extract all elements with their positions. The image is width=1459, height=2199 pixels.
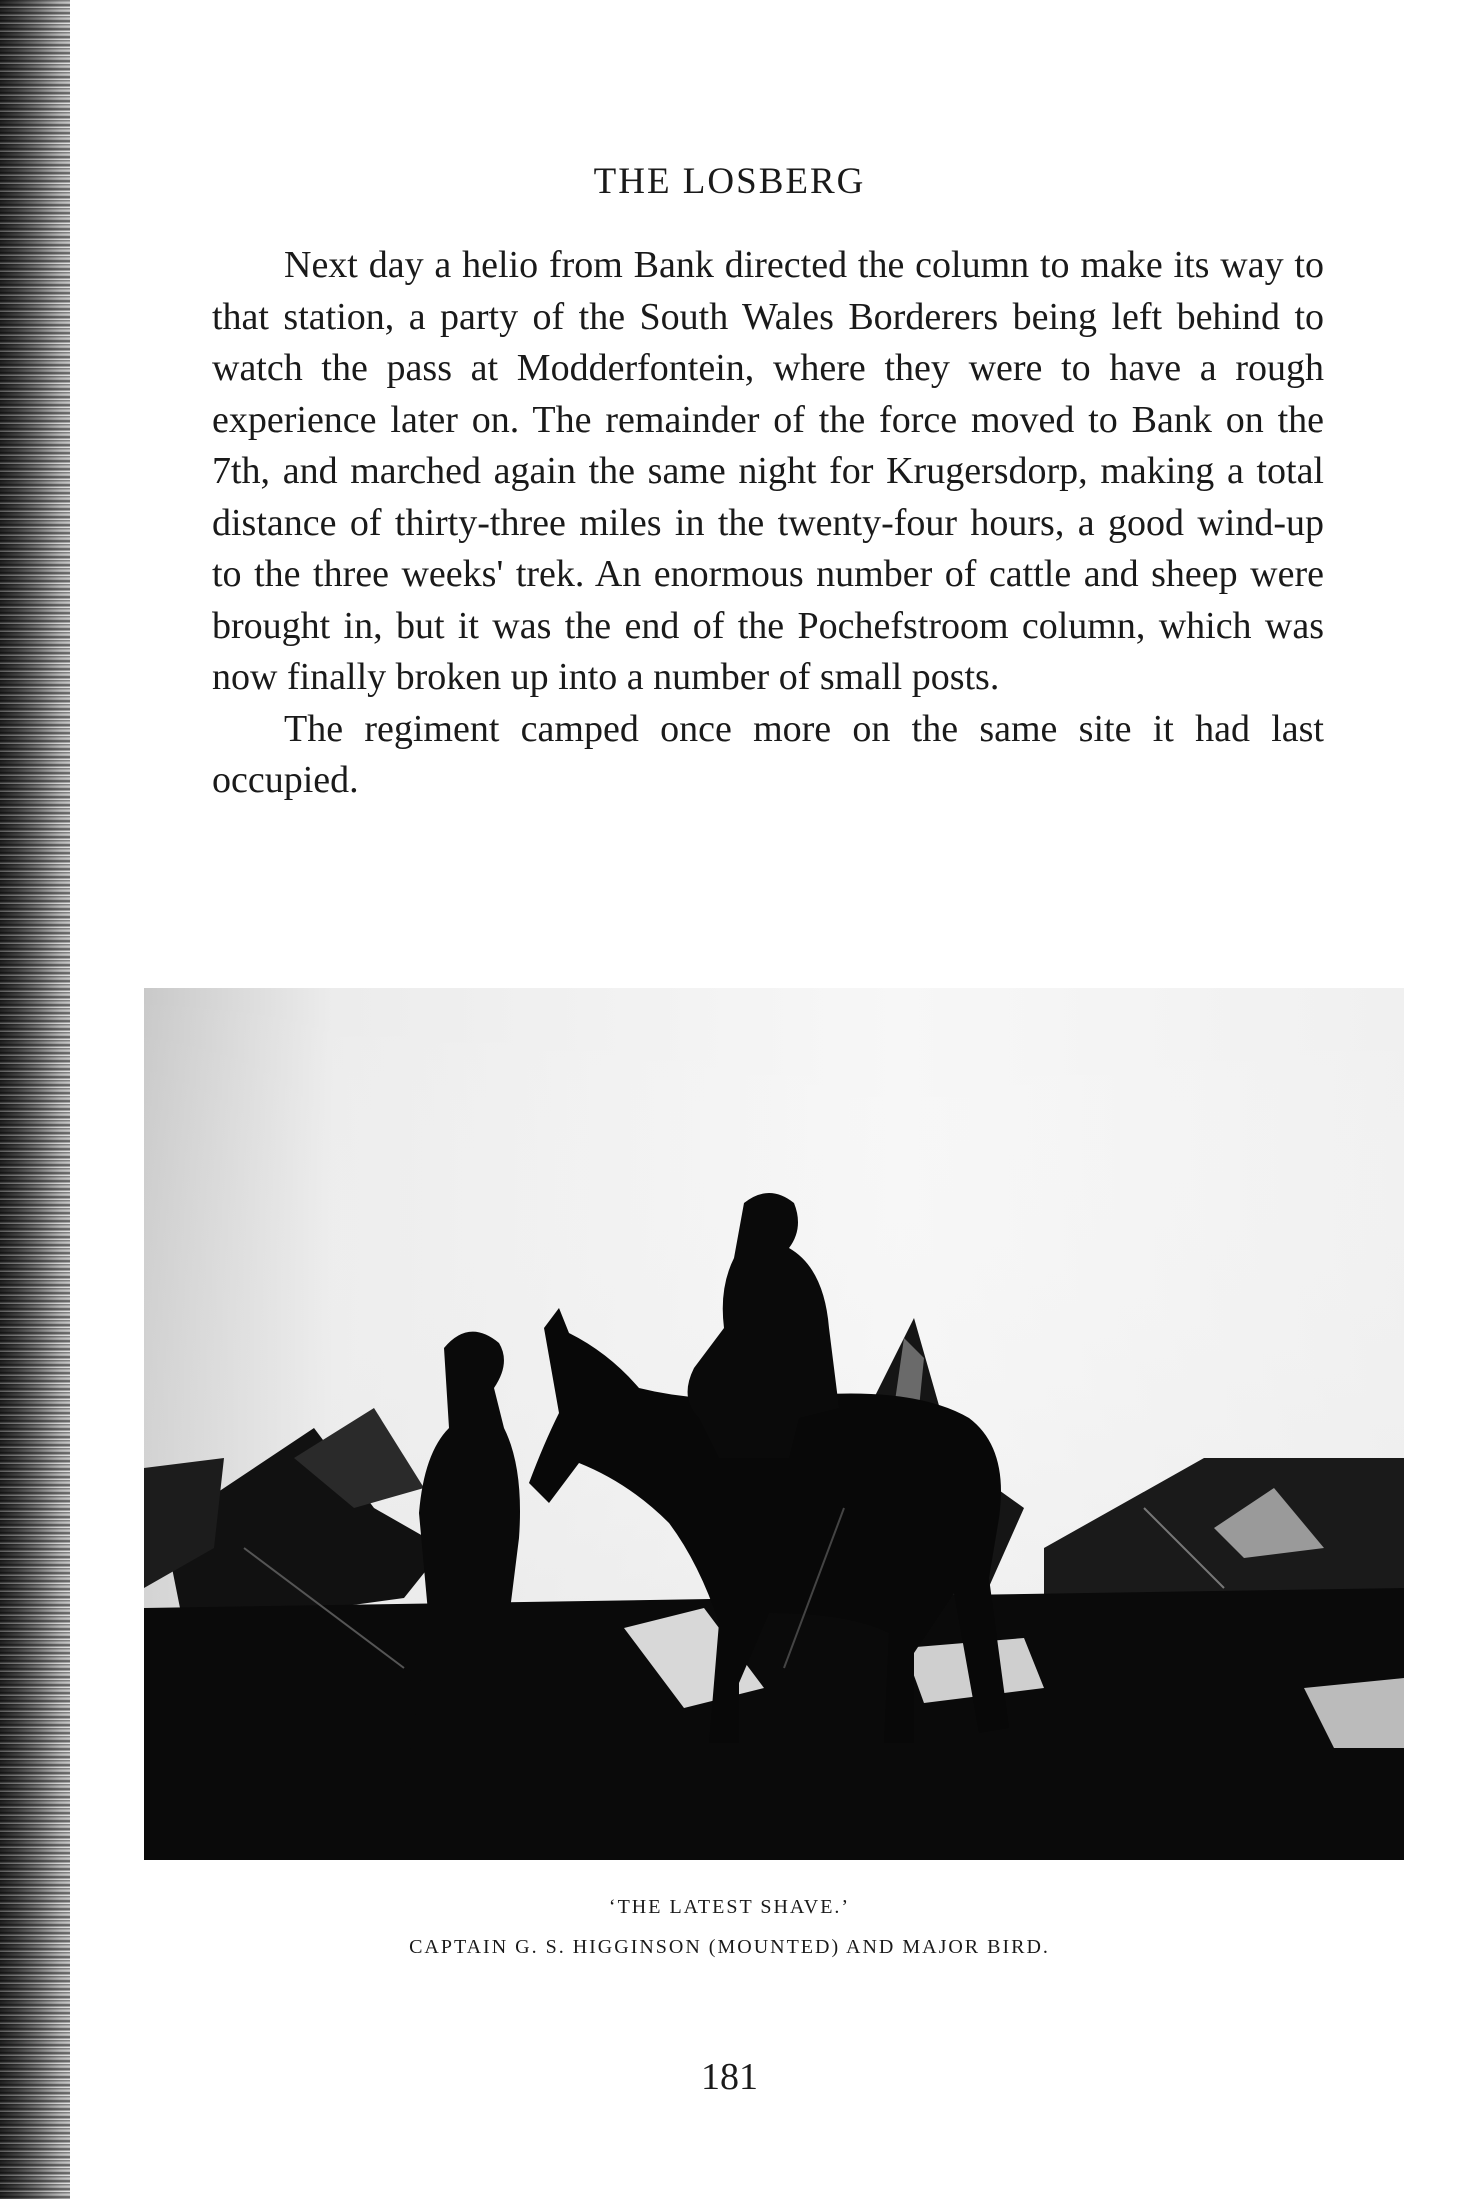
- body-text: [212, 240, 1324, 807]
- book-binding-edge: [0, 0, 70, 2199]
- page-number: 181: [701, 2056, 758, 2098]
- running-head: THE LOSBERG: [593, 161, 866, 202]
- photograph-latest-shave: [144, 988, 1404, 1860]
- figure-caption-title: ‘THE LATEST SHAVE.’: [608, 1896, 851, 1918]
- figure-caption-credit: CAPTAIN G. S. HIGGINSON (MOUNTED) AND MAJOR BIRD.: [409, 1936, 1050, 1958]
- paragraph-1: Next day a helio from Bank directed the column to make its way to that station, a party of the South Wales Borderers being left behind to watch the pass at Modderfontein, where they were to have a rough experience later on. The remainder of the force moved to Bank on the 7th, and marched again the same night for Krugersdorp, making a total distance of thirty-three miles in the twenty-four hours, a good wind-up to the three weeks' trek. An enormous number of cattle and sheep were brought in, but it was the end of the Pochefstroom column, which was now finally broken up into a number of small posts.: [212, 244, 1324, 698]
- ground: [144, 1588, 1404, 1860]
- paragraph-2: The regiment camped once more on the same site it had last occupied.: [212, 707, 1324, 801]
